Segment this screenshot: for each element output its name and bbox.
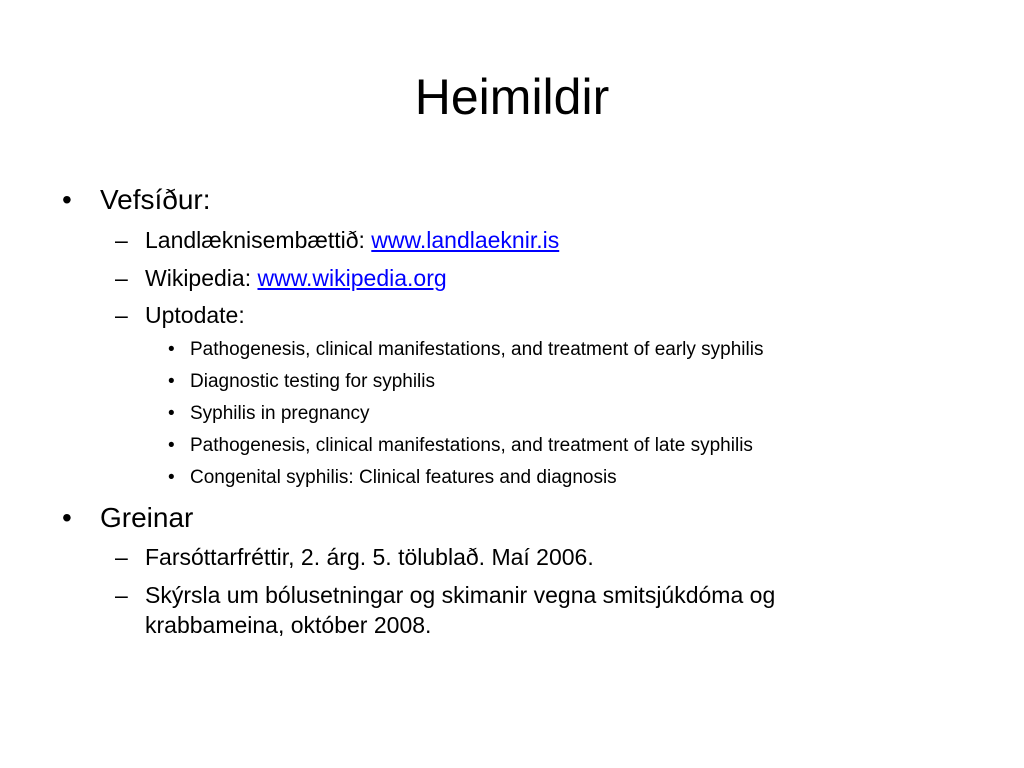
dash-icon: – <box>115 265 128 291</box>
bullet-dot-icon: • <box>62 184 72 215</box>
dash-icon: – <box>115 227 128 253</box>
article-text: Farsóttarfréttir, 2. árg. 5. tölublað. Maí 2006. <box>145 544 594 570</box>
bullet-dot-icon: • <box>168 339 175 360</box>
bullet-dot-icon: • <box>168 467 175 488</box>
articles-heading: Greinar <box>100 502 194 533</box>
uptodate-item-text: Pathogenesis, clinical manifestations, and treatment of late syphilis <box>190 435 753 456</box>
dash-icon: – <box>115 544 128 570</box>
wikipedia-label: Wikipedia: <box>145 265 258 291</box>
websites-heading: Vefsíður: <box>100 184 211 215</box>
uptodate-item-text: Congenital syphilis: Clinical features and diagnosis <box>190 467 617 488</box>
dash-icon: – <box>115 582 128 608</box>
bullet-dot-icon: • <box>62 502 72 533</box>
article-text: Skýrsla um bólusetningar og skimanir vegna smitsjúkdóma og <box>145 582 776 608</box>
slide-title: Heimildir <box>414 69 610 125</box>
uptodate-item-text: Pathogenesis, clinical manifestations, and treatment of early syphilis <box>190 339 764 360</box>
uptodate-item-text: Syphilis in pregnancy <box>190 403 370 424</box>
wikipedia-link[interactable]: www.wikipedia.org <box>257 265 447 291</box>
bullet-dot-icon: • <box>168 371 175 392</box>
uptodate-item-text: Diagnostic testing for syphilis <box>190 371 435 392</box>
bullet-dot-icon: • <box>168 435 175 456</box>
landlaeknir-label: Landlæknisembættið: <box>145 227 372 253</box>
article-text-continuation: krabbameina, október 2008. <box>145 612 432 638</box>
dash-icon: – <box>115 302 128 328</box>
landlaeknir-link[interactable]: www.landlaeknir.is <box>371 227 560 253</box>
bullet-dot-icon: • <box>168 403 175 424</box>
uptodate-label: Uptodate: <box>145 302 245 328</box>
